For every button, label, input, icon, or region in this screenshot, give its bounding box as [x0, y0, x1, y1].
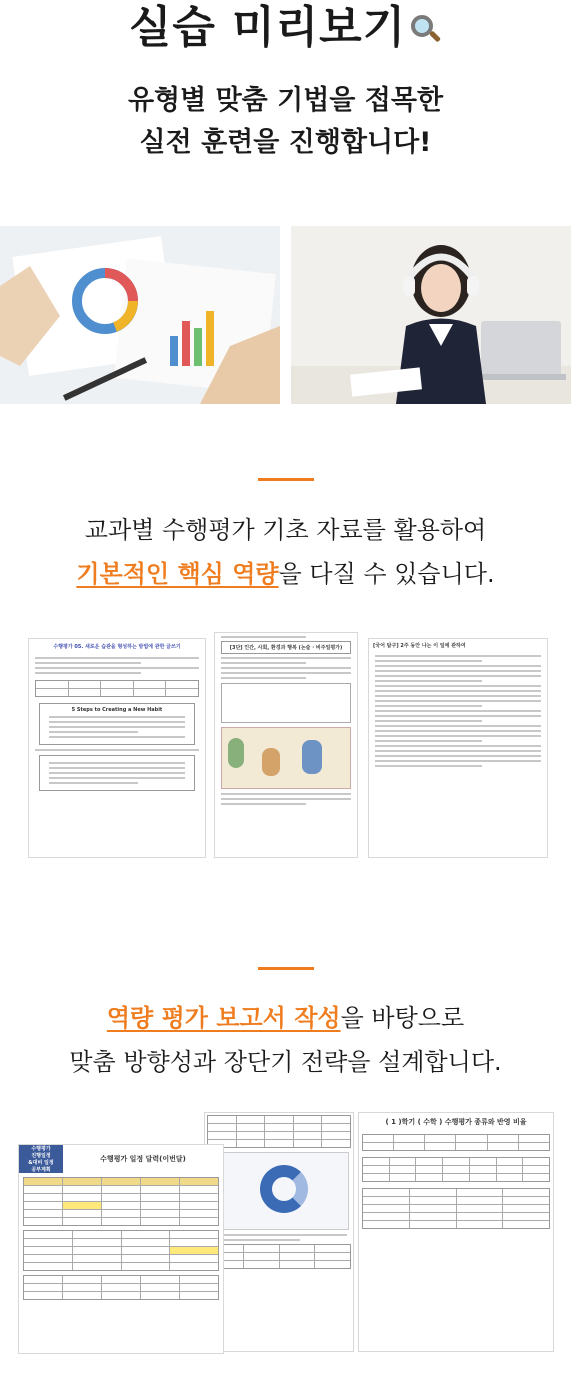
- magnifier-icon: [408, 13, 442, 47]
- section2-line-1: 교과별 수행평가 기초 자료를 활용하여: [84, 516, 487, 544]
- worksheet-habit-writing: [28, 638, 206, 858]
- report-ratio-title: ( 1 )학기 ( 수학 ) 수행평가 종류와 반영 비율: [385, 1118, 527, 1126]
- worksheet-habit-box-title: 5 Steps to Creating a New Habit: [71, 707, 163, 713]
- photo-chart-analysis: [0, 226, 280, 404]
- section3-line-2: 맞춤 방향성과 장단기 전략을 설계합니다.: [69, 1048, 502, 1076]
- photo-student-studying-illustration: [291, 226, 571, 404]
- worksheet-korean-inquiry: [368, 638, 548, 858]
- intro-line-2: 실전 훈련을 진행합니다!: [139, 127, 432, 158]
- calendar-title: 수행평가 일정 달력(이번달): [100, 1155, 186, 1163]
- report-donut-chart: [209, 1152, 349, 1230]
- section3-line-1-rest: 을 바탕으로: [340, 1004, 465, 1032]
- report-calendar-sheet: [18, 1144, 224, 1354]
- photo-student-studying: [291, 226, 571, 404]
- section3-highlight: 역량 평가 보고서 작성: [106, 1004, 341, 1032]
- section-divider-1: [258, 478, 314, 481]
- section3-line-1: [0, 996, 571, 1040]
- worksheet-habit-title: 수행평가 05. 새로운 습관을 형성하는 방법에 관한 글쓰기: [53, 644, 181, 650]
- calendar-side-label: 수행평가 진행일정 &대비 일정 공부계획: [19, 1145, 63, 1173]
- section3-text: [0, 996, 571, 1084]
- intro-line-1: 유형별 맞춤 기법을 접목한: [127, 85, 444, 116]
- section2-line-2: [0, 552, 571, 596]
- report-ratio-sheet: [358, 1112, 554, 1352]
- section-divider-2: [258, 967, 314, 970]
- worksheet-korean-title: [국어 탐구] 2주 동안 나는 이 일에 관하여: [373, 643, 466, 649]
- page-title-text: 실습 미리보기: [128, 2, 407, 53]
- section2-text: [0, 508, 571, 596]
- page-title: [0, 0, 571, 64]
- worksheet-cartoon-image: [221, 727, 351, 789]
- section2-line-2-rest: 을 다질 수 있습니다.: [278, 560, 495, 588]
- section2-highlight: 기본적인 핵심 역량: [76, 560, 279, 588]
- report-score-sheet: [204, 1112, 354, 1352]
- intro-heading: [0, 80, 571, 164]
- photo-chart-analysis-illustration: [0, 226, 280, 404]
- worksheet-social-title: [3단] 인간, 사회, 환경과 행복 (논술 · 비주얼평가): [221, 641, 351, 654]
- worksheet-social-essay: [214, 632, 358, 858]
